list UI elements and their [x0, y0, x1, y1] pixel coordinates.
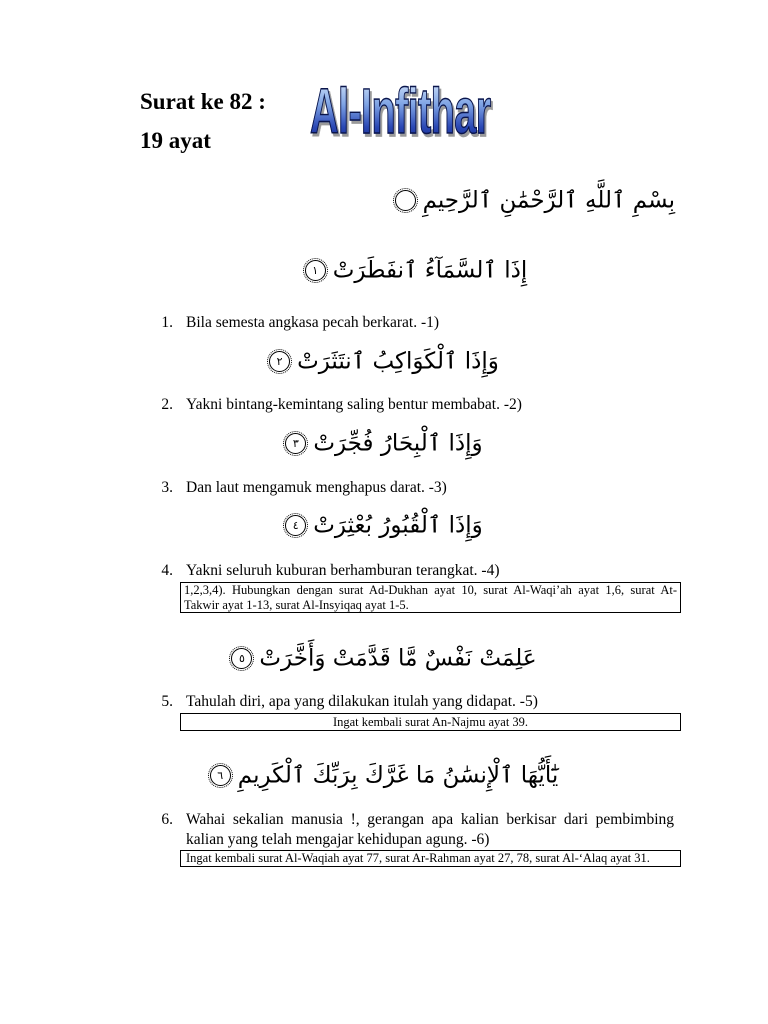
translation-number: 1. — [161, 314, 173, 331]
translation-number: 2. — [161, 396, 173, 413]
translation-number: 4. — [161, 562, 173, 579]
reference-note-box: Ingat kembali surat Al-Waqiah ayat 77, surat Ar-Rahman ayat 27, 78, surat Al-‘Alaq ayat 31. — [180, 850, 681, 867]
verse-arabic-line — [184, 341, 584, 381]
translation-text — [186, 810, 674, 850]
verse-arabic-text: وَإِذَا ٱلْكَوَاكِبُ ٱنتَثَرَتْ — [297, 348, 499, 375]
verse-arabic-line — [184, 638, 584, 678]
ayah-number-marker: ٢ — [269, 351, 290, 372]
ayah-number-marker: ١ — [305, 260, 326, 281]
verse-arabic-line — [184, 505, 584, 545]
ayat-count-label: 19 ayat — [140, 128, 211, 153]
verse-arabic-text: إِذَا ٱلسَّمَآءُ ٱنفَطَرَتْ — [332, 257, 528, 284]
verse-arabic-line — [134, 755, 634, 795]
ayah-marker-icon — [395, 190, 416, 211]
translation-number: 3. — [161, 479, 173, 496]
translation-line: kalian yang telah mengajar kehidupan agung. -6) — [186, 831, 490, 848]
bismillah-line — [395, 180, 675, 220]
surah-number-label: Surat ke 82 : — [140, 89, 266, 114]
ayah-number-marker: ٤ — [285, 515, 306, 536]
ayah-number-marker: ٣ — [285, 433, 306, 454]
verse-arabic-line — [266, 250, 566, 290]
surah-title-logo: Al-Infithar — [310, 75, 491, 147]
translation-text: Yakni seluruh kuburan berhamburan terangkat. -4) — [186, 562, 500, 579]
ayah-number-marker: ٦ — [210, 765, 231, 786]
reference-note-line: Takwir ayat 1-13, surat Al-Insyiqaq ayat 1-5. — [184, 597, 409, 612]
reference-note-line: 1,2,3,4). Hubungkan dengan surat Ad-Dukhan ayat 10, surat Al-Waqi’ah ayat 1,6, surat At- — [184, 583, 677, 597]
translation-line: Wahai sekalian manusia !, gerangan apa kalian berkisar dari pembimbing — [186, 811, 674, 828]
translation-text: Yakni bintang-kemintang saling bentur membabat. -2) — [186, 396, 522, 413]
verse-arabic-text: وَإِذَا ٱلْبِحَارُ فُجِّرَتْ — [313, 430, 483, 457]
translation-number: 5. — [161, 693, 173, 710]
verse-arabic-text: يَٰٓأَيُّهَا ٱلْإِنسَٰنُ مَا غَرَّكَ بِرَبِّكَ ٱلْكَرِيمِ — [237, 762, 559, 789]
reference-note-box — [180, 582, 681, 613]
translation-text: Bila semesta angkasa pecah berkarat. -1) — [186, 314, 440, 331]
translation-text: Dan laut mengamuk menghapus darat. -3) — [186, 479, 447, 496]
verse-arabic-text: عَلِمَتْ نَفْسٌ مَّا قَدَّمَتْ وَأَخَّرَتْ — [259, 645, 537, 672]
translation-item — [160, 810, 674, 850]
verse-arabic-text: وَإِذَا ٱلْقُبُورُ بُعْثِرَتْ — [313, 512, 483, 539]
ayah-number-marker: ٥ — [231, 648, 252, 669]
translation-text: Tahulah diri, apa yang dilakukan itulah yang didapat. -5) — [186, 693, 538, 710]
translation-number: 6. — [161, 811, 173, 828]
reference-note-box: Ingat kembali surat An-Najmu ayat 39. — [180, 713, 681, 731]
verse-arabic-line — [184, 423, 584, 463]
bismillah-arabic: بِسْمِ ٱللَّهِ ٱلرَّحْمَٰنِ ٱلرَّحِيمِ — [422, 187, 675, 214]
